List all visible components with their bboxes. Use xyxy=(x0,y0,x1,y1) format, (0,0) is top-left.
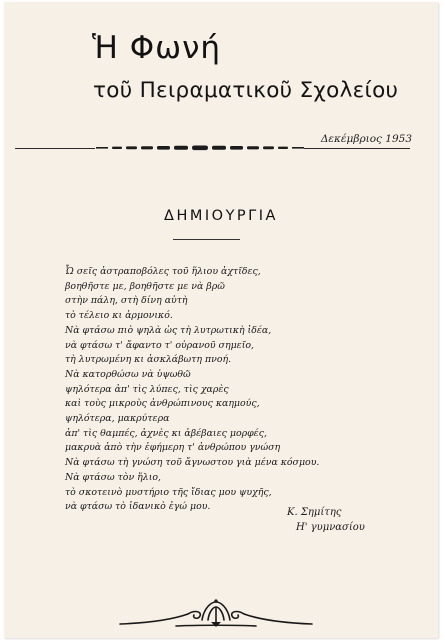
poem-line: ἀπ' τὶς θαμπές, ἀχνὲς κι ἀβέβαιες μορφές, xyxy=(65,427,267,439)
poem-line: μακρυὰ ἀπὸ τὴν ἐφήμερη τ' ἀνθρώπου γνώση xyxy=(65,442,281,454)
poem-line: ψηλότερα ἀπ' τὶς λύπες, τὶς χαρὲς xyxy=(65,383,229,395)
author-signature xyxy=(287,505,365,535)
header-rule-left xyxy=(15,148,95,149)
issue-date: Δεκέμβριος 1953 xyxy=(320,133,412,145)
poem-line: Ὦ σεῖς ἀστραποβόλες τοῦ ἥλιου ἀχτῖδες, xyxy=(65,266,261,277)
poem-line: Νὰ κατορθώσω νὰ ὑψωθῶ xyxy=(65,368,191,380)
poem-line: νὰ φτάσω τ' ἄφαντο τ' οὐρανοῦ σημεῖο, xyxy=(65,339,254,351)
dash-ornament-icon xyxy=(96,142,304,154)
newsletter-page xyxy=(4,2,438,638)
poem-line: στὴν πάλη, στὴ δίνη αὐτὴ xyxy=(65,295,188,307)
poem-line: βοηθῆστε με, βοηθῆστε με νὰ βρῶ xyxy=(65,280,225,292)
poem-line: νὰ φτάσω τὸ ἰδανικὸ ἐγώ μου. xyxy=(65,501,211,513)
poem-body xyxy=(65,265,319,515)
masthead-title: Ἡ Φωνή xyxy=(92,30,222,66)
poem-line: Νὰ φτάσω τὴ γνώση τοῦ ἄγνωστου γιὰ μένα κόσμου. xyxy=(65,457,320,469)
masthead-subtitle: τοῦ Πειραματικοῦ Σχολείου xyxy=(93,78,399,103)
scroll-ornament-icon xyxy=(116,596,316,630)
poem-line: Νὰ φτάσω πιὸ ψηλὰ ὡς τὴ λυτρωτικὴ ἰδέα, xyxy=(65,324,272,336)
poem-line: τὴ λυτρωμένη κι ἀσκλάβωτη πνοή. xyxy=(65,354,232,366)
poem-line: καὶ τοὺς μικροὺς ἀνθρώπινους καημούς, xyxy=(65,398,260,410)
author-name: Κ. Σημίτης xyxy=(287,507,342,518)
poem-line: τὸ τέλειο κι ἁρμονικό. xyxy=(65,310,173,322)
title-underline xyxy=(173,239,240,240)
author-class: Η' γυμνασίου xyxy=(296,522,365,533)
poem-line: τὸ σκοτεινὸ μυστήριο τῆς ἴδιας μου ψυχῆς, xyxy=(65,486,272,498)
header-rule-right xyxy=(304,148,410,149)
poem-line: Νὰ φτάσω τὸν ἥλιο, xyxy=(65,471,161,483)
poem-line: ψηλότερα, μακρύτερα xyxy=(65,413,170,425)
poem-title: ΔΗΜΙΟΥΡΓΙΑ xyxy=(164,208,278,224)
